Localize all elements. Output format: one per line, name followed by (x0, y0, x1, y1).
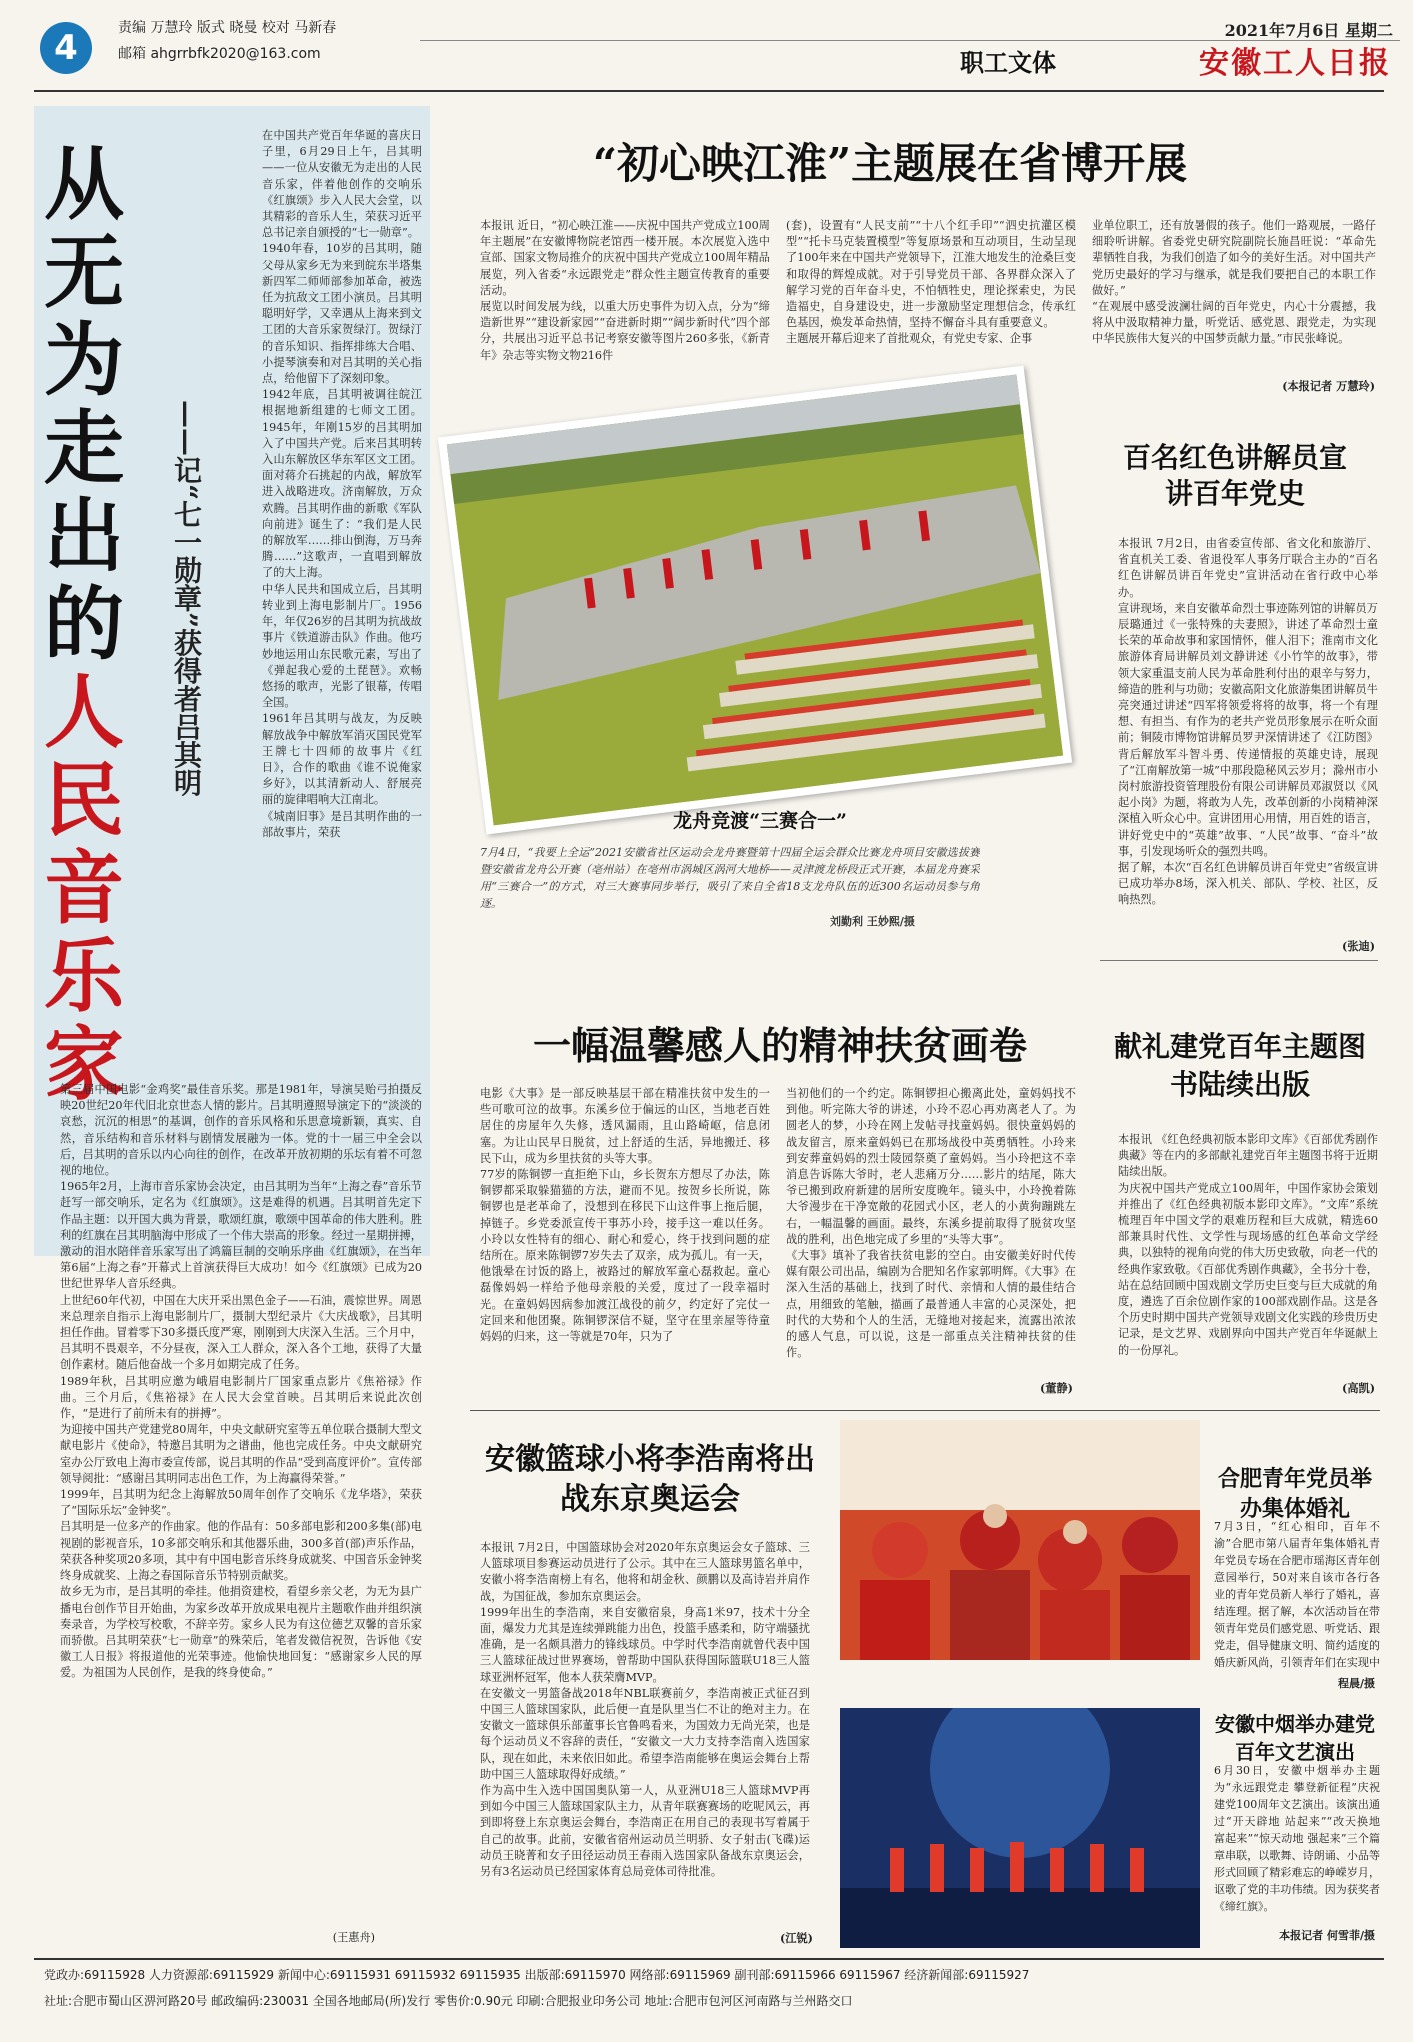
page-header (0, 0, 1413, 88)
editors: 责编 万慧玲 版式 晓曼 校对 马新春 (118, 20, 337, 36)
poverty-title: 一幅温馨感人的精神扶贫画卷 (532, 1023, 1027, 1068)
footer-phones: 党政办:69115928 人力资源部:69115929 新闻中心:69115931 69115932 69115935 出版部:69115970 网络部:69115969 副刊部:69115966 69115967 经济新闻部:69115927 (44, 1968, 1030, 1982)
wedding-byline: 程晨/摄 (1337, 1677, 1375, 1690)
lead-col1: 在中国共产党百年华诞的喜庆日子里，6月29日上午，吕其明——一位从安徽无为走出的人民音乐家，伴着他创作的交响乐《红旗颂》步入人民大会堂，以其精彩的音乐人生，荣获习近平总书记亲自颁授的“七一勋章”。 1940年春，10岁的吕其明，随父母从家乡无为来到皖东半塔集新四军二师师部参加革命，被选任为抗敌文工团小演员。吕其明聪明好学，又幸遇从上海来到文工团的大音乐家贺绿汀。贺绿汀的音乐知识、指挥排练大合唱、小提琴演奏和对吕其明的关心指点，给他留下了深刻印象。 1942年底，吕其明被调往皖江根据地新组建的七师文工团。1945年，年刚15岁的吕其明加入了中国共产党。后来吕其明转入山东解放区华东军区文工团。面对蒋介石挑起的内战，解放军进入战略进攻。济南解放，万众欢腾。吕其明作曲的新歌《军队向前进》诞生了：“我们是人民的解放军……排山倒海，万马奔腾……”这歌声，一直唱到解放了的大上海。 中华人民共和国成立后，吕其明转业到上海电影制片厂。1956年，年仅26岁的吕其明为抗战故事片《铁道游击队》作曲。他巧妙地运用山东民歌元素，写出了《弹起我心爱的土琵琶》。欢畅悠扬的歌声，光影了银幕，传唱全国。 1961年吕其明与战友，为反映解放战争中解放军消灭国民党军王牌七十四师的故事片《红日》，合作的歌曲《谁不说俺家乡好》，以其清新动人、舒展亮丽的旋律唱响大江南北。 《城南旧事》是吕其明作曲的一部故事片，荣获 (262, 129, 422, 839)
wedding-body: 7月3日，“红心相印，百年不渝”合肥市第八届青年集体婚礼青年党员专场在合肥市瑶海区青年创意园举行，50对来自该市各行各业的青年党员新人举行了婚礼，喜结连理。据了解，本次活动旨在带领青年党员们感党恩、听党话、跟党走，倡导健康文明、简约适度的婚庆新风尚，引领青年们在实现中 (1214, 1520, 1380, 1669)
poverty-byline: (董静) (1040, 1381, 1073, 1395)
lead-title-b: 人民音乐家 (44, 665, 124, 1111)
footer-rule (34, 1958, 1384, 1960)
basketball-title: 安徽篮球小将李浩南将出战东京奥运会 (485, 1442, 815, 1517)
lecture-body: 本报讯 7月2日，由省委宣传部、省文化和旅游厅、省直机关工委、省退役军人事务厅联合主办的“百名红色讲解员讲百年党史”宣讲活动在省行政中心举办。 宣讲现场，来自安徽革命烈士事迹陈列馆的讲解员万辰璐通过《一张特殊的夫妻照》，讲述了革命烈士童长荣的革命故事和家国情怀，催人泪下；淮南市文化旅游体育局讲解员刘文静讲述《小竹竿的故事》，带领大家重温支前人民为革命胜利付出的艰辛与努力，缔造的胜利与功勋；安徽高阳文化旅游集团讲解员牛亮突通过讲述“四军将领爱将将的故事，将一个有理想、有担当、有作为的老共产党员形象展示在听众面前；铜陵市博物馆讲解员罗尹深情讲述了《江防图》背后解放军斗智斗勇、传递情报的英雄史诗，展现了“江南解放第一城”中那段隐秘风云岁月；滁州市小岗村旅游投资管理股份有限公司讲解员邓淑贤以《风起小岗》为题，将敢为人先，改革创新的小岗精神深深植入听众心中。宣讲团用心用情，用百姓的语言，讲好党史中的“英雄”故事、“人民”故事、“奋斗”故事，引发现场听众的强烈共鸣。 据了解，本次“百名红色讲解员讲百年党史”省级宣讲已成功举办8场，深入机关、部队、学校、社区，反响热烈。 (1118, 537, 1378, 907)
email: 邮箱 ahgrrbfk2020@163.com (118, 46, 321, 62)
dragon-boat-image (447, 374, 1064, 825)
basketball-byline: (江锐) (780, 1931, 813, 1945)
wedding-image (840, 1420, 1200, 1660)
dragon-boat-photo (438, 366, 1072, 835)
dragon-byline: 刘勤利 王妙熙/摄 (830, 915, 915, 928)
smoke-title: 安徽中烟举办建党百年文艺演出 (1215, 1712, 1375, 1764)
smoke-photo (840, 1708, 1200, 1948)
expo-byline: (本报记者 万慧玲) (1282, 379, 1375, 393)
poverty-col2: 当初他们的一个约定。陈铜锣担心搬离此处，童妈妈找不到他。听完陈大爷的讲述，小玲不忍心再劝离老人了。为圆老人的梦，小玲在网上发帖寻找童妈妈。很快童妈妈的战友留言，原来童妈妈已在那场战役中英勇牺牲。小玲来到安葬童妈妈的烈士陵园祭奠了童妈妈。当小玲把这不幸消息告诉陈大爷时，老人悲痛万分……影片的结尾，陈大爷已搬到政府新建的居所安度晚年。镜头中，小玲挽着陈大爷漫步在干净宽敞的花园式小区，老人的小黄狗蹦跳左右，一幅温馨的画面。最终，东溪乡提前取得了脱贫攻坚战的胜利，出色地完成了乡里的“头等大事”。 《大事》填补了我省扶贫电影的空白。由安徽美好时代传媒有限公司出品，编剧为合肥知名作家郭明辉。《大事》在深入生活的基础上，找到了时代、亲情和人情的最佳结合点，用细致的笔触，描画了最普通人丰富的心灵深处，把时代的大势和个人的生活，无缝地对接起来，流露出浓浓的感人气息，可以说，这是一部重点关注精神扶贫的佳作。 (786, 1087, 1076, 1360)
expo-col3: 业单位职工，还有放暑假的孩子。他们一路观展，一路仔细聆听讲解。省委党史研究院副院长施昌旺说：“革命先辈牺牲自我，为我们创造了如今的美好生活。对中国共产党历史最好的学习与继承，就是我们要把自己的本职工作做好。” “在观展中感受波澜壮阔的百年党史，内心十分震撼，我将从中汲取精神力量，听党话、感党恩、跟党走，为实现中华民族伟大复兴的中国梦贡献力量。”市民张峰说。 (1092, 219, 1376, 346)
lecture-byline: (张迪) (1342, 939, 1375, 953)
lead-title (44, 137, 184, 1111)
wedding-title: 合肥青年党员举办集体婚礼 (1217, 1466, 1372, 1522)
masthead: 安徽工人日报 (1199, 46, 1391, 81)
poverty-col1: 电影《大事》是一部反映基层干部在精准扶贫中发生的一些可歌可泣的故事。东溪乡位于偏远的山区，当地老百姓居住的房屋年久失修，透风漏雨，且山路崎岖，信息闭塞。为让山民早日脱贫，过上舒适的生活，异地搬迁、移民下山，成为乡里扶贫的头等大事。 77岁的陈铜锣一直拒绝下山，乡长贺东方想尽了办法，陈铜锣都采取躲猫猫的方法，避而不见。按贺乡长所说，陈铜锣也是老革命了，没想到在移民下山这件事上拖后腿，掉链子。乡党委派宣传干事苏小玲，接手这一难以任务。小玲以女性特有的细心、耐心和爱心，终于找到问题的症结所在。原来陈铜锣7岁失去了双亲，成为孤儿。有一天，他饿晕在讨饭的路上，被路过的解放军童心磊救起。童心磊像妈妈一样给予他母亲般的关爱，度过了一段幸福时光。在童妈妈因病参加渡江战役的前夕，约定好了完仗一定回来和他团聚。陈铜锣深信不疑，坚守在里亲屋等待童妈妈的归来，这一等就是70年，只为了 (480, 1087, 770, 1344)
books-byline: (高凯) (1342, 1381, 1375, 1395)
dragon-body: 7月4日，“我要上全运”2021安徽省社区运动会龙舟赛暨第十四届全运会群众比赛龙舟项目安徽选拔赛暨安徽省龙舟公开赛（亳州站）在亳州市涡城区涡河大地桥——灵津渡龙桥段正式开赛，本届龙舟赛采用“三赛合一”的方式，对三大赛事同步举行，吸引了来自全省18支龙舟队伍的近300名运动员参与角逐。 (480, 846, 980, 910)
lecture-title: 百名红色讲解员宣讲百年党史 (1122, 441, 1347, 510)
lead-subtitle: ——记“七一勋章”获得者吕其明 (170, 400, 203, 797)
section-title: 职工文体 (960, 49, 1056, 77)
performance-image (840, 1708, 1200, 1948)
lead-title-a: 从无为走出的 (44, 137, 124, 671)
mid-divider (470, 1410, 1380, 1411)
lead-col-wide: 第三届中国电影“金鸡奖”最佳音乐奖。那是1981年，导演吴贻弓拍摄反映20世纪20年代旧北京世态人情的影片。吕其明遵照导演定下的“淡淡的哀愁，沉沉的相思”的基调，创作的音乐风格和乐思意境新颖，真实、自然，音乐结构和音乐材料与剧情发展融为一体。党的十一届三中全会以后，吕其明的音乐以内心向往的创作，在改革开放初期的乐坛有着不可忽视的地位。 1965年2月，上海市音乐家协会决定，由吕其明为当年“上海之春”音乐节赶写一部交响乐，定名为《红旗颂》。这是难得的机遇。吕其明首先定下作品主题：以开国大典为背景，歌颂红旗，歌颂中国革命的伟大胜利。胜利的红旗在吕其明脑海中形成了一个伟大崇高的形象。经过一星期拼搏，激动的泪水陪伴音乐家写出了鸿篇巨制的交响乐序曲《红旗颂》，在当年第6届“上海之春”开幕式上首演获得巨大成功！如今《红旗颂》已成为20世纪世界华人音乐经典。 上世纪60年代初，中国在大庆开采出黑色金子——石油，震惊世界。周恩来总理亲自指示上海电影制片厂，摄制大型纪录片《大庆战歌》，吕其明担任作曲。冒着零下30多摄氏度严寒，刚刚到大庆深入生活。三个月中，吕其明不畏艰辛，不分昼夜，深入工人群众，深入各个工地，获得了大量创作素材。随后他奋战一个多月如期完成了任务。 1989年秋，吕其明应邀为峨眉电影制片厂国家重点影片《焦裕禄》作曲。三个月后，《焦裕禄》在人民大会堂首映。吕其明后来说此次创作，“是进行了前所未有的拼搏”。 为迎接中国共产党建党80周年，中央文献研究室等五单位联合摄制大型文献电影片《使命》，特邀吕其明为之谱曲，他也完成任务。中央文献研究室办公厅致电上海市委宣传部，说吕其明的作品“受到高度评价”。宣传部领导阅批：“感谢吕其明同志出色工作，为上海赢得荣誉。” 1999年，吕其明为纪念上海解放50周年创作了交响乐《龙华塔》，荣获了“国际乐坛”金钟奖”。 吕其明是一位多产的作曲家。他的作品有：50多部电影和200多集(部)电视剧的影视音乐，10多部交响乐和其他器乐曲，300多首(部)声乐作品，荣获各种奖项20多项，其中有中国电影音乐终身成就奖、中国音乐金钟奖终身成就奖、上海之春国际音乐节特别贡献奖。 故乡无为市，是吕其明的牵挂。他捐资建校，看望乡亲父老，为无为县广播电台创作节目开始曲，为家乡改革开放成果电视片主题歌作曲并组织演奏录音，为学校写校歌，不辞辛劳。家乡人民为有这位德艺双馨的音乐家而骄傲。吕其明荣获“七一勋章”的殊荣后，笔者发微信祝贺，告诉他《安徽工人日报》将报道他的光荣事迹。他愉快地回复：“感谢家乡人民的厚爱。为祖国为人民创作，是我的终身使命。” (60, 1083, 422, 1680)
books-body: 本报讯 《红色经典初版本影印文库》《百部优秀剧作典藏》等在内的多部献礼建党百年主题图书将于近期陆续出版。 为庆祝中国共产党成立100周年，中国作家协会策划并推出了《红色经典初版本影印文库》。“文库”系统梳理百年中国文学的艰难历程和巨大成就，精选60部兼具时代性、文学性与现场感的红色革命文学经典，以独特的视角向党的伟大历史致敬，向老一代的经典作家致敬。《百部优秀剧作典藏》，全书分十卷，站在总结回顾中国戏剧文学历史巨变与巨大成就的角度，遴选了百余位剧作家的100部戏剧作品。这是各个历史时期中国共产党领导戏剧文化实践的珍贵历史记录，是文艺界、戏剧界向中国共产党百年华诞献上的一份厚礼。 (1118, 1133, 1378, 1357)
smoke-byline: 本报记者 何雪菲/摄 (1279, 1929, 1375, 1942)
smoke-body: 6月30日，安徽中烟举办主题为“永远跟党走 攀登新征程”庆祝建党100周年文艺演出。该演出通过“开天辟地 站起来”“改天换地 富起来”“惊天动地 强起来”三个篇章串联，以歌舞、诗朗诵、小品等形式回顾了精彩难忘的峥嵘岁月，讴歌了党的丰功伟绩。因为获奖者《缔红旗》。 (1214, 1764, 1380, 1913)
header-divider (34, 90, 1384, 92)
wedding-photo (840, 1420, 1200, 1660)
expo-title: “初心映江淮”主题展在省博开展 (592, 139, 1188, 188)
lead-byline: (王惠舟) (332, 1931, 375, 1944)
issue-date: 2021年7月6日 星期二 (1224, 21, 1393, 40)
footer-address: 社址:合肥市蜀山区淠河路20号 邮政编码:230031 全国各地邮局(所)发行 零售价:0.90元 印刷:合肥报业印务公司 地址:合肥市包河区河南路与兰州路交口 (44, 1994, 853, 2008)
page-number: 4 (40, 22, 92, 74)
books-title: 献礼建党百年主题图书陆续出版 (1113, 1030, 1366, 1101)
expo-col2: (套)，设置有“人民支前”“十八个红手印”“泗史抗灌区模型”“托卡马克装置模型”等复原场景和互动项目，生动呈现了100年来在中国共产党领导下，江淮大地发生的沧桑巨变和取得的辉煌成就。对于引导党员干部、各界群众深入了解学习党的百年奋斗史，不怕牺牲史，理论探索史，为民造福史，自身建设史，进一步激励坚定理想信念，传承红色基因，焕发革命热情，坚持不懈奋斗具有重要意义。 主题展开幕后迎来了首批观众，有党史专家、企事 (786, 219, 1076, 346)
expo-col1: 本报讯 近日，“初心映江淮——庆祝中国共产党成立100周年主题展”在安徽博物院老馆西一楼开展。本次展览入选中宣部、国家文物局推介的庆祝中国共产党成立100周年精品展览，列入省委“永远跟党走”群众性主题宣传教育的重要活动。 展览以时间发展为线，以重大历史事件为切入点，分为“缔造新世界”“建设新家园”“奋进新时期”“阔步新时代”四个部分，共展出习近平总书记考察安徽等图片260多张，《新青年》杂志等实物文物216件 (480, 219, 770, 362)
basketball-body: 本报讯 7月2日，中国篮球协会对2020年东京奥运会女子篮球、三人篮球项目参赛运动员进行了公示。其中在三人篮球男篮名单中，安徽小将李浩南榜上有名，他将和胡金秋、颜鹏以及高诗岩并肩作战，为国征战，参加东京奥运会。 1999年出生的李浩南，来自安徽宿泉，身高1米97，技术十分全面，爆发力尤其是连续弹跳能力出色，投篮手感柔和，防守端骚扰准确，是一名颇具潜力的锋线球员。中学时代李浩南就曾代表中国三人篮球征战过世界赛场，曾帮助中国队获得国际篮联U18三人篮球亚洲杯冠军，他本人获荣膺MVP。 在安徽文一男篮备战2018年NBL联赛前夕，李浩南被正式征召到中国三人篮球国家队，此后便一直是队里当仁不让的绝对主力。在安徽文一篮球俱乐部董事长官鲁鸣看来，为国效力无尚光荣，也是每个运动员义不容辞的责任，“安徽文一大力支持李浩南入选国家队，现在如此，未来依旧如此。希望李浩南能够在奥运会舞台上帮助中国三人篮球取得好成绩。” 作为高中生入选中国国奥队第一人，从亚洲U18三人篮球MVP再到如今中国三人篮球国家队主力，从青年联赛赛场的吃呢风云，再到即将登上东京奥运会舞台，李浩南正在用自己的表现书写着属于自己的故事。此前，安徽省宿州运动员兰明骄、女子射击(飞碟)运动员王晓菁和女子田径运动员王春雨入选国家队备战东京奥运会，另有3名运动员已经国家体育总局竞体司待批准。 (480, 1541, 810, 1879)
dragon-caption: 龙舟竞渡“三赛合一” (673, 810, 847, 832)
lecture-divider (1100, 960, 1378, 961)
